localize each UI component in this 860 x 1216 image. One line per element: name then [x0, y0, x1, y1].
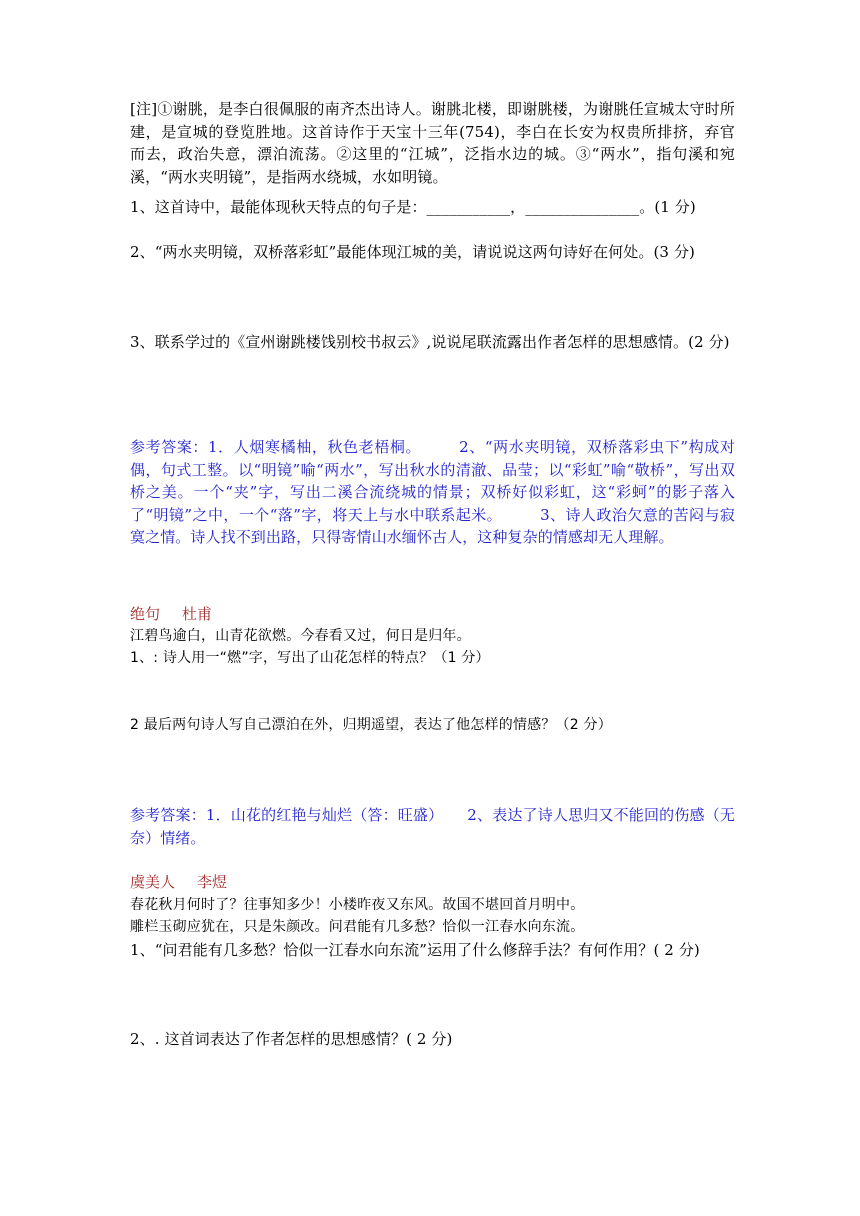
- poem-text: 江碧鸟逾白，山青花欲燃。今春看又过，何日是归年。: [130, 628, 471, 644]
- poem-title-yumeiren: [130, 871, 735, 894]
- answer-part-1: 参考答案：1．人烟寒橘柚，秋色老梧桐。: [130, 438, 422, 456]
- question-2: 2、“两水夹明镜，双桥落彩虹”最能体现江城的美，请说说这两句诗好在何处。(3 分): [130, 243, 695, 261]
- poem-title-text: 虞美人: [130, 873, 176, 891]
- poem-line-1: 春花秋月何时了？往事知多少！小楼昨夜又东风。故国不堪回首月明中。: [130, 897, 585, 913]
- question-1: 1、“问君能有几多愁？恰似一江春水向东流”运用了什么修辞手法？有何作用？( 2 分): [130, 941, 700, 959]
- question-3: 3、联系学过的《宣州谢跳楼饯别校书叔云》,说说尾联流露出作者怎样的思想感情。(2 分): [130, 333, 730, 351]
- reference-answer-1: [130, 436, 735, 549]
- question-1: 1、: 诗人用一“燃”字，写出了山花怎样的特点？（1 分）: [130, 650, 490, 666]
- poem-line-2: 雕栏玉砌应犹在，只是朱颜改。问君能有几多愁？恰似一江春水向东流。: [130, 919, 585, 935]
- answer-part-3: 3、诗人政治欠意的苦闷与寂寞之情。诗人找不到出路，只得寄情山水缅怀古人，这种复杂的情感却无人理解。: [130, 505, 735, 546]
- answer-part-2: 2、表达了诗人思归又不能回的伤感（无奈）情绪。: [130, 806, 735, 847]
- question-1: 1、这首诗中，最能体现秋天特点的句子是：___________，_______________。(1 分): [130, 198, 696, 216]
- question-2: 2 最后两句诗人写自己漂泊在外，归期遥望，表达了他怎样的情感？（2 分）: [130, 717, 612, 733]
- poem-title-text: 绝句: [130, 605, 161, 623]
- question-2: 2、. 这首词表达了作者怎样的思想感情？( 2 分): [130, 1030, 453, 1048]
- poem-title-jueju: [130, 603, 735, 626]
- poem-author: 李煜: [197, 873, 228, 891]
- note-paragraph: [注]①谢朓，是李白很佩服的南齐杰出诗人。谢朓北楼，即谢朓楼，为谢朓任宣城太守时所建，是宣城的登览胜地。这首诗作于天宝十三年(754)，李白在长安为权贵所排挤，弃官 而去，政治失意，漂泊流荡。②这里的“江城”，泛指水边的城。③“两水”，指句溪和宛溪，“两水夹明镜”，是指两水绕城，水如明镜。: [130, 100, 751, 186]
- reference-answer-2: [130, 804, 735, 849]
- answer-part-1: 参考答案：1．山花的红艳与灿烂（答：旺盛）: [130, 806, 444, 824]
- poem-author: 杜甫: [182, 605, 213, 623]
- answer-part-2: 2、“两水夹明镜，双桥落彩虫下”构成对偶，句式工整。以“明镜”喻“两水”，写出秋水的清澈、品莹；以“彩虹”喻“敬桥”，写出双桥之美。一个“夹”字，写出二溪合流绕城的情景；双桥好似彩虹，这“彩蚵”的影子落入了“明镜”之中，一个“落”字，将天上与水中联系起米。: [130, 438, 735, 524]
